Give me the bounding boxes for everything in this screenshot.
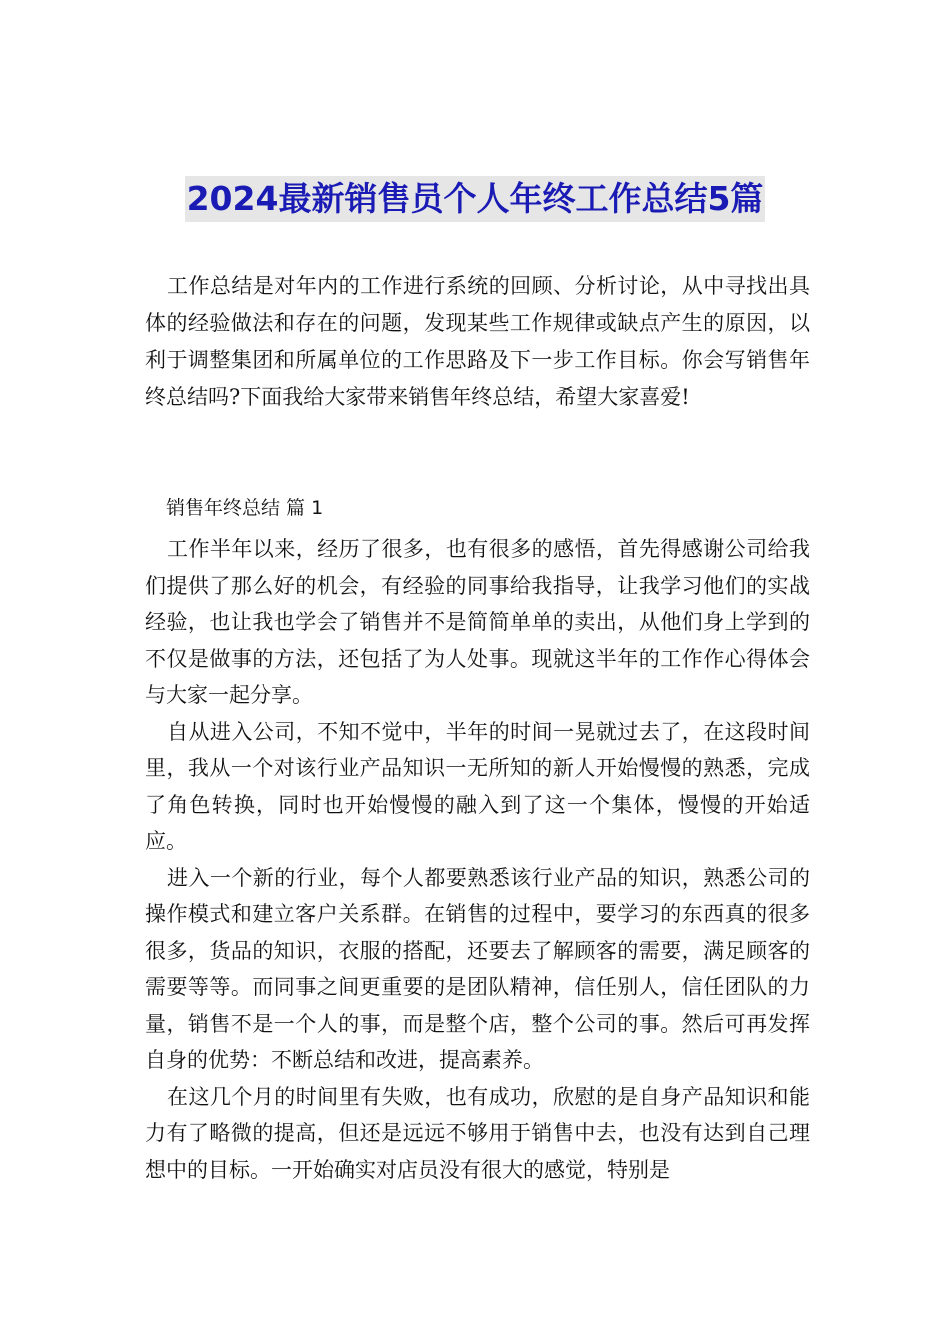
section-body <box>145 531 810 1188</box>
paragraph-4: 在这几个月的时间里有失败，也有成功，欣慰的是自身产品知识和能力有了略微的提高，但还是远远不够用于销售中去，也没有达到自己理想中的目标。一开始确实对店员没有很大的感觉，特别是 <box>145 1084 810 1182</box>
paragraph-1: 工作半年以来，经历了很多，也有很多的感悟，首先得感谢公司给我们提供了那么好的机会，有经验的同事给我指导，让我学习他们的实战经验，也让我也学会了销售并不是简简单单的卖出，从他们身上学到的不仅是做事的方法，还包括了为人处事。现就这半年的工作作心得体会与大家一起分享。 <box>145 537 810 707</box>
paragraph-2: 自从进入公司，不知不觉中，半年的时间一晃就过去了，在这段时间里，我从一个对该行业产品知识一无所知的新人开始慢慢的熟悉，完成了角色转换，同时也开始慢慢的融入到了这一个集体，慢慢的开始适应。 <box>145 719 810 853</box>
document-title: 2024最新销售员个人年终工作总结5篇 <box>185 176 766 222</box>
section-heading: 销售年终总结 篇 1 <box>166 497 324 519</box>
title-container <box>0 176 950 222</box>
intro-paragraph: 工作总结是对年内的工作进行系统的回顾、分析讨论，从中寻找出具体的经验做法和存在的问题，发现某些工作规律或缺点产生的原因，以利于调整集团和所属单位的工作思路及下一步工作目标。你会写销售年终总结吗?下面我给大家带来销售年终总结，希望大家喜爱! <box>145 274 810 409</box>
paragraph-3: 进入一个新的行业，每个人都要熟悉该行业产品的知识，熟悉公司的操作模式和建立客户关系群。在销售的过程中，要学习的东西真的很多很多，货品的知识，衣服的搭配，还要去了解顾客的需要，满足顾客的需要等等。而同事之间更重要的是团队精神，信任别人，信任团队的力量，销售不是一个人的事，而是整个店，整个公司的事。然后可再发挥自身的优势：不断总结和改进，提高素养。 <box>145 865 810 1072</box>
